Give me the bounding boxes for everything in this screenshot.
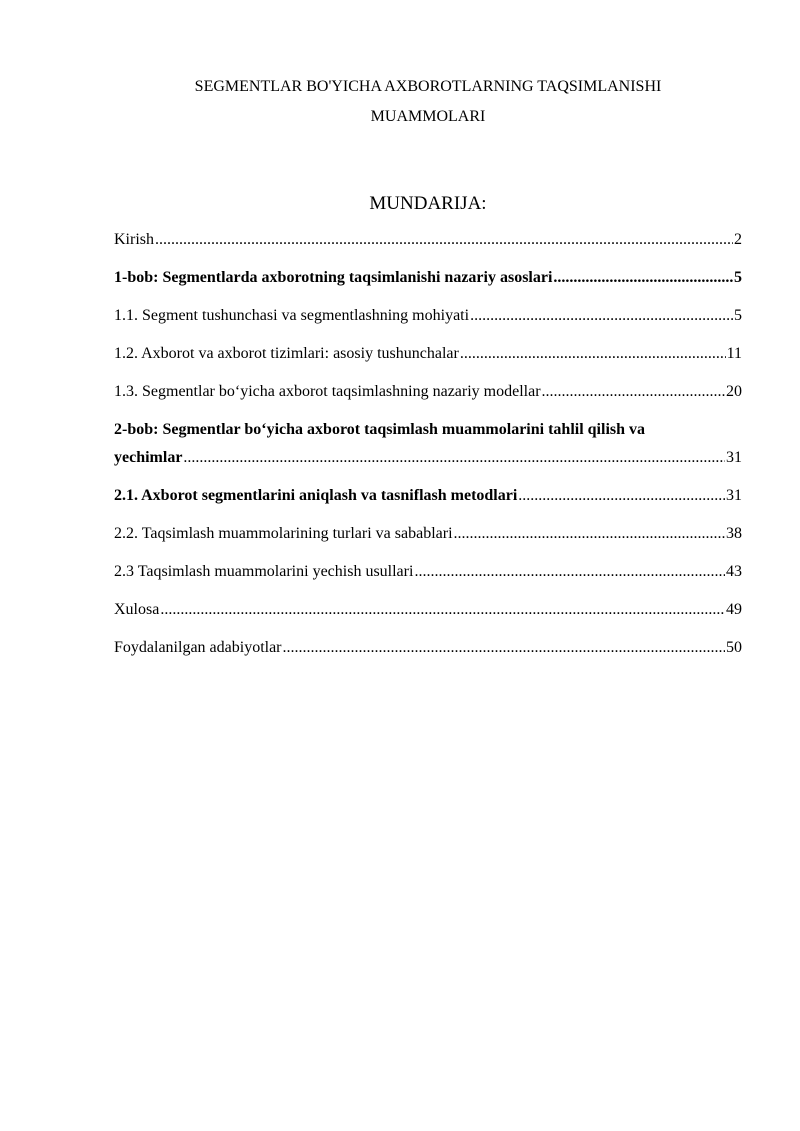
toc-entry-page: 31 xyxy=(726,487,742,504)
toc-entry-text-line-1: 2-bob: Segmentlar bo‘yicha axborot taqsimlash muammolarini tahlil qilish va xyxy=(114,421,646,438)
toc-dot-leader xyxy=(183,444,725,472)
toc-entry-xulosa[interactable] xyxy=(114,596,742,624)
toc-entry-page: 11 xyxy=(726,345,742,362)
toc-entry-text: 2.1. Axborot segmentlarini aniqlash va tasniflash metodlari xyxy=(114,487,518,504)
toc-entry-chapter-1[interactable] xyxy=(114,264,742,292)
toc-entry-text: 1.3. Segmentlar bo‘yicha axborot taqsimlashning nazariy modellar xyxy=(114,383,541,400)
toc-entry-text: Xulosa xyxy=(114,601,160,618)
toc-entry-text: Foydalanilgan adabiyotlar xyxy=(114,639,282,656)
toc-entry-page: 2 xyxy=(734,231,742,248)
toc-entry-text: 1.2. Axborot va axborot tizimlari: asosiy tushunchalar xyxy=(114,345,459,362)
toc-entry-chapter-2[interactable] xyxy=(114,416,742,472)
table-of-contents xyxy=(114,226,742,672)
toc-entry-text: 2.3 Taqsimlash muammolarini yechish usullari xyxy=(114,563,414,580)
toc-entry-page: 5 xyxy=(734,269,742,286)
toc-entry-section-1-1[interactable] xyxy=(114,302,742,330)
document-title-line-1: SEGMENTLAR BO'YICHA AXBOROTLARNING TAQSIMLANISHI xyxy=(194,78,662,95)
toc-dot-leader xyxy=(542,378,725,406)
toc-entry-page: 49 xyxy=(726,601,742,618)
toc-dot-leader xyxy=(283,634,725,662)
toc-dot-leader xyxy=(454,520,725,548)
toc-entry-text: 2.2. Taqsimlash muammolarining turlari va sabablari xyxy=(114,525,453,542)
toc-entry-section-1-2[interactable] xyxy=(114,340,742,368)
toc-entry-page: 43 xyxy=(726,563,742,580)
toc-entry-text-line-2: yechimlar xyxy=(114,449,183,466)
toc-entry-section-2-2[interactable] xyxy=(114,520,742,548)
toc-entry-section-2-1[interactable] xyxy=(114,482,742,510)
toc-dot-leader xyxy=(414,558,725,586)
toc-dot-leader xyxy=(518,482,725,510)
toc-entry-section-1-3[interactable] xyxy=(114,378,742,406)
toc-entry-text: 1.1. Segment tushunchasi va segmentlashning mohiyati xyxy=(114,307,470,324)
toc-entry-page: 20 xyxy=(726,383,742,400)
toc-entry-references[interactable] xyxy=(114,634,742,662)
toc-entry-kirish[interactable] xyxy=(114,226,742,254)
toc-dot-leader xyxy=(553,264,733,292)
toc-entry-section-2-3[interactable] xyxy=(114,558,742,586)
toc-entry-text: Kirish xyxy=(114,231,154,248)
toc-entry-page: 50 xyxy=(726,639,742,656)
toc-dot-leader xyxy=(155,226,733,254)
toc-dot-leader xyxy=(470,302,733,330)
toc-entry-page: 31 xyxy=(726,449,742,466)
toc-entry-line-2 xyxy=(114,444,742,472)
toc-dot-leader xyxy=(160,596,725,624)
document-title xyxy=(100,72,756,132)
toc-entry-page: 38 xyxy=(726,525,742,542)
toc-entry-text: 1-bob: Segmentlarda axborotning taqsimlanishi nazariy asoslari xyxy=(114,269,553,286)
toc-dot-leader xyxy=(460,340,726,368)
toc-heading: MUNDARIJA: xyxy=(369,193,487,214)
toc-entry-page: 5 xyxy=(734,307,742,324)
document-title-line-2: MUAMMOLARI xyxy=(370,108,486,125)
